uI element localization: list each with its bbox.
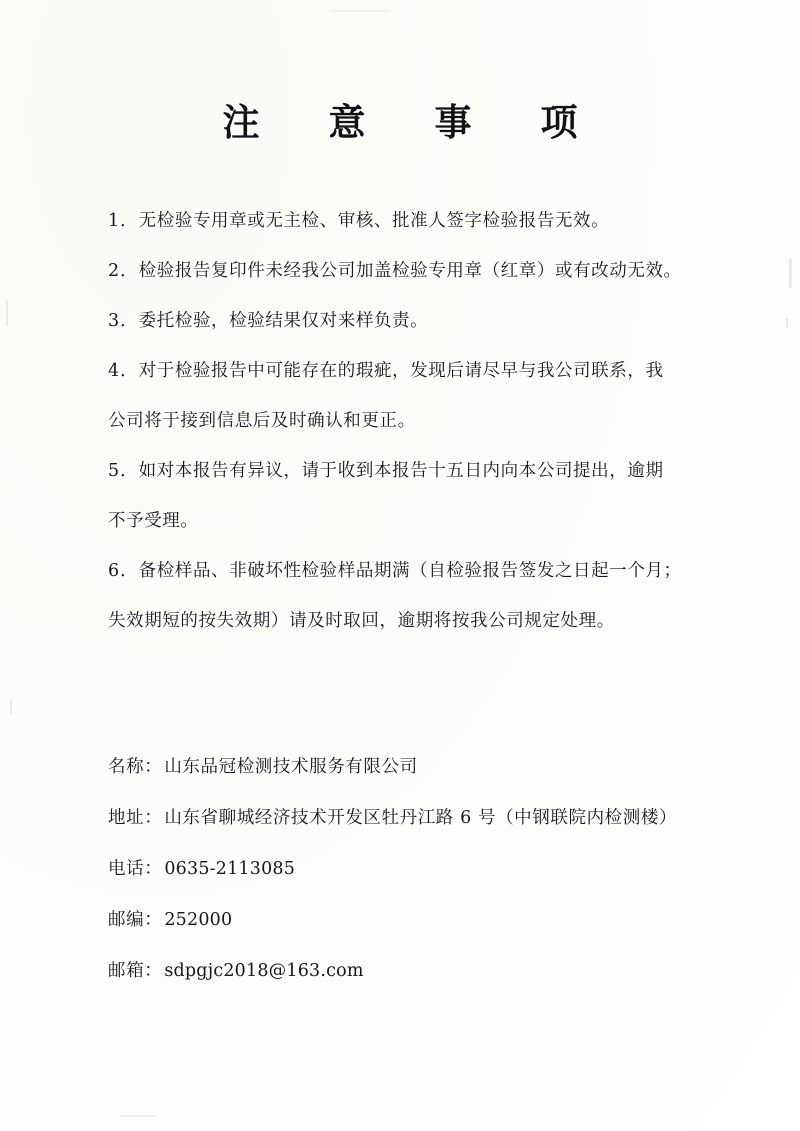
list-item bbox=[108, 246, 708, 296]
contact-value: sdpgjc2018@163.com bbox=[164, 961, 364, 981]
contact-label: 邮箱： bbox=[108, 961, 163, 981]
list-item-text-continued: 公司将于接到信息后及时确认和更正。 bbox=[108, 411, 416, 431]
list-item-text: 委托检验，检验结果仅对来样负责。 bbox=[138, 311, 429, 331]
contact-row-company bbox=[108, 742, 728, 793]
list-item bbox=[108, 446, 708, 546]
page-title: 注 意 事 项 bbox=[222, 100, 594, 144]
list-item bbox=[108, 546, 708, 646]
contact-value: 山东省聊城经济技术开发区牡丹江路 6 号（中钢联院内检测楼） bbox=[164, 808, 678, 828]
contact-value: 山东品冠检测技术服务有限公司 bbox=[164, 757, 418, 777]
list-item-text-continued: 不予受理。 bbox=[108, 511, 199, 531]
list-item-text: 检验报告复印件未经我公司加盖检验专用章（红章）或有改动无效。 bbox=[138, 261, 682, 281]
list-item-number: 2． bbox=[108, 261, 139, 281]
contact-label: 名称： bbox=[108, 757, 163, 777]
contact-label: 邮编： bbox=[108, 910, 163, 930]
contact-value: 252000 bbox=[164, 910, 233, 930]
contact-row-postcode bbox=[108, 895, 728, 946]
list-item-text: 无检验专用章或无主检、审核、批准人签字检验报告无效。 bbox=[138, 211, 610, 231]
list-item-number: 6． bbox=[108, 561, 139, 581]
contact-row-email bbox=[108, 946, 728, 997]
contact-row-address bbox=[108, 793, 728, 844]
contact-row-phone bbox=[108, 844, 728, 895]
list-item bbox=[108, 296, 708, 346]
list-item-text: 对于检验报告中可能存在的瑕疵，发现后请尽早与我公司联系，我 bbox=[138, 361, 664, 381]
contact-block bbox=[108, 742, 728, 997]
notes-list bbox=[108, 196, 708, 646]
list-item-text-continued: 失效期短的按失效期）请及时取回，逾期将按我公司规定处理。 bbox=[108, 611, 615, 631]
list-item-number: 3． bbox=[108, 311, 139, 331]
list-item-text: 备检样品、非破坏性检验样品期满（自检验报告签发之日起一个月； bbox=[138, 561, 682, 581]
contact-label: 电话： bbox=[108, 859, 163, 879]
contact-label: 地址： bbox=[108, 808, 163, 828]
list-item-number: 5． bbox=[108, 461, 139, 481]
list-item-number: 1． bbox=[108, 211, 139, 231]
list-item-text: 如对本报告有异议，请于收到本报告十五日内向本公司提出，逾期 bbox=[138, 461, 664, 481]
list-item-number: 4． bbox=[108, 361, 139, 381]
contact-value: 0635-2113085 bbox=[164, 859, 296, 879]
list-item bbox=[108, 346, 708, 446]
list-item bbox=[108, 196, 708, 246]
